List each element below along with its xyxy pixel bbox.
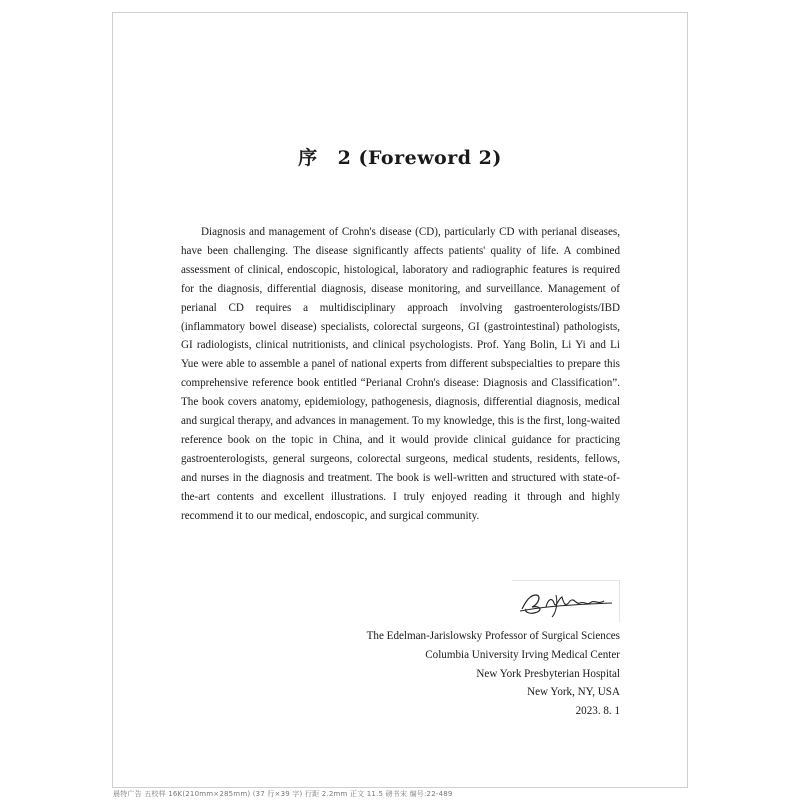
title-english: 2 (Foreword 2) bbox=[337, 147, 502, 169]
page-title bbox=[0, 143, 800, 170]
signer-hospital: New York Presbyterian Hospital bbox=[476, 667, 620, 680]
signer-title: The Edelman-Jarislowsky Professor of Surgical Sciences bbox=[366, 630, 620, 642]
signer-location: New York, NY, USA bbox=[527, 686, 620, 699]
foreword-paragraph: Diagnosis and management of Crohn's disease (CD), particularly CD with perianal diseases, have been challenging. The disease significantly affects patients' quality of life. A combined assessment of clinical, endoscopic, histological, laboratory and radiographic features is required for the diagnosis, differential diagnosis, disease monitoring, and surveillance. Management of perianal CD requires a multidisciplinary approach involving gastroenterologists/IBD (inflammatory bowel disease) specialists, colorectal surgeons, GI (gastrointestinal) pathologists, GI radiologists, clinical nutritionists, and clinical psychologists. Prof. Yang Bolin, Li Yi and Li Yue were able to assemble a panel of national experts from different subspecialties to prepare this comprehensive reference book entitled “Perianal Crohn's disease: Diagnosis and Classification”. The book covers anatomy, epidemiology, pathogenesis, diagnosis, differential diagnosis, medical and surgical therapy, and advances in management. To my knowledge, this is the first, long-waited reference book on the topic in China, and it would provide clinical guidance for practicing gastroenterologists, general surgeons, colorectal surgeons, medical students, residents, fellows, and nurses in the diagnosis and treatment. The book is well-written and structured with state-of-the-art contents and excellent illustrations. I truly enjoyed reading it through and highly recommend it to our medical, endoscopic, and surgical community. bbox=[181, 226, 620, 522]
signature-date: 2023. 8. 1 bbox=[575, 705, 620, 718]
signer-institution: Columbia University Irving Medical Center bbox=[425, 648, 620, 661]
title-chinese: 序 bbox=[298, 147, 318, 169]
print-spec-note: 晨特广告 五校样 16K(210mm×285mm) (37 行×39 字) 行距 2.2mm 正文 11.5 磅书宋 编号:22-489 bbox=[113, 790, 453, 798]
signature-block bbox=[367, 627, 620, 721]
handwritten-signature bbox=[512, 580, 620, 622]
